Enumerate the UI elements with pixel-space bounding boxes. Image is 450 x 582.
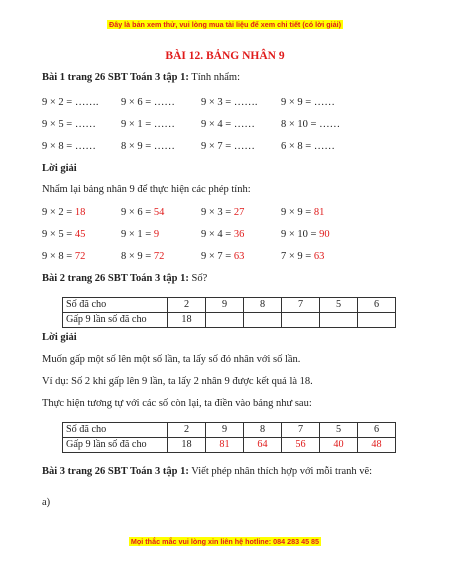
bai2-solution-p3: Thực hiện tương tự với các số còn lại, ta điền vào bảng như sau: <box>42 398 312 409</box>
table-cell: 5 <box>320 423 358 438</box>
table-row <box>63 313 396 328</box>
bai2-table <box>62 297 396 328</box>
solution-answer: 72 <box>74 251 86 262</box>
bai1-prompt: Tính nhẩm: <box>188 72 240 83</box>
table-cell: 56 <box>282 438 320 453</box>
table-cell: Số đã cho <box>63 423 168 438</box>
table-row <box>63 423 396 438</box>
solution-expr: 9 × 6 = <box>121 207 154 218</box>
bai1-heading: Bài 1 trang 26 SBT Toán 3 tập 1: <box>42 72 189 83</box>
solution-answer: 54 <box>153 207 165 218</box>
table-row <box>63 438 396 453</box>
table-cell: Gấp 9 lần số đã cho <box>63 438 168 453</box>
bai2-solution-p1: Muốn gấp một số lên một số lần, ta lấy số đó nhân với số lần. <box>42 354 301 365</box>
table-cell: 18 <box>168 313 206 328</box>
solution-cell <box>121 251 164 262</box>
table-cell: 9 <box>206 298 244 313</box>
table-cell: 64 <box>244 438 282 453</box>
solution-cell <box>281 229 330 240</box>
solution-expr: 9 × 10 = <box>281 229 320 240</box>
solution-cell <box>42 251 85 262</box>
solution-expr: 9 × 4 = <box>201 229 234 240</box>
table-cell: 8 <box>244 423 282 438</box>
bai1-cell: 9 × 5 = …… <box>42 119 96 130</box>
bai2-solution-label: Lời giải <box>42 332 77 343</box>
solution-answer: 18 <box>74 207 86 218</box>
bai1-cell: 6 × 8 = …… <box>281 141 335 152</box>
table-cell: 7 <box>282 423 320 438</box>
solution-cell <box>42 207 85 218</box>
bai1-cell: 9 × 7 = …… <box>201 141 255 152</box>
table-cell: 18 <box>168 438 206 453</box>
solution-answer: 27 <box>233 207 245 218</box>
bai1-cell: 8 × 10 = …… <box>281 119 341 130</box>
bai1-cell: 9 × 2 = ……. <box>42 97 99 108</box>
solution-expr: 8 × 9 = <box>121 251 154 262</box>
solution-answer: 90 <box>319 229 330 240</box>
bai1-solution-intro: Nhẩm lại bảng nhân 9 để thực hiện các phép tính: <box>42 184 251 195</box>
solution-cell <box>42 229 85 240</box>
solution-expr: 7 × 9 = <box>281 251 314 262</box>
table-cell: 7 <box>282 298 320 313</box>
hotline-banner <box>0 537 450 546</box>
solution-cell <box>281 251 324 262</box>
bai1-solution-label: Lời giải <box>42 163 77 174</box>
solution-cell <box>201 229 244 240</box>
bai2-heading: Bài 2 trang 26 SBT Toán 3 tập 1: <box>42 273 189 284</box>
solution-cell <box>121 207 164 218</box>
table-cell: 9 <box>206 423 244 438</box>
table-cell: 2 <box>168 298 206 313</box>
solution-expr: 9 × 8 = <box>42 251 75 262</box>
bai2-solution-p2: Ví dụ: Số 2 khi gấp lên 9 lần, ta lấy 2 nhân 9 được kết quả là 18. <box>42 376 313 387</box>
table-cell <box>358 313 396 328</box>
solution-expr: 9 × 7 = <box>201 251 234 262</box>
solution-cell <box>201 251 244 262</box>
table-cell: 48 <box>358 438 396 453</box>
bai1-cell: 9 × 9 = …… <box>281 97 335 108</box>
hotline-banner-text: Mọi thắc mắc vui lòng xin liên hệ hotline: 084 283 45 85 <box>130 537 320 546</box>
bai3-sub-a: a) <box>42 497 51 508</box>
preview-banner <box>0 20 450 29</box>
solution-cell <box>201 207 244 218</box>
bai2-prompt: Số? <box>188 273 208 284</box>
solution-expr: 9 × 2 = <box>42 207 75 218</box>
table-cell <box>282 313 320 328</box>
solution-expr: 9 × 5 = <box>42 229 75 240</box>
solution-cell <box>281 207 324 218</box>
solution-answer: 63 <box>233 251 245 262</box>
table-cell: Gấp 9 lần số đã cho <box>63 313 168 328</box>
solution-expr: 9 × 9 = <box>281 207 314 218</box>
table-cell: 6 <box>358 423 396 438</box>
table-cell <box>320 313 358 328</box>
table-cell: 8 <box>244 298 282 313</box>
table-cell <box>244 313 282 328</box>
bai2-solution-table <box>62 422 396 453</box>
bai3-heading-line <box>42 466 372 477</box>
solution-answer: 45 <box>74 229 86 240</box>
solution-answer: 81 <box>313 207 325 218</box>
bai3-heading: Bài 3 trang 26 SBT Toán 3 tập 1: <box>42 466 189 477</box>
solution-answer: 9 <box>153 229 160 240</box>
bai3-prompt: Viết phép nhân thích hợp với mỗi tranh vẽ: <box>188 466 373 477</box>
bai1-heading-line <box>42 72 240 83</box>
table-cell <box>206 313 244 328</box>
bai1-cell: 9 × 3 = ……. <box>201 97 258 108</box>
solution-cell <box>121 229 159 240</box>
table-row <box>63 298 396 313</box>
bai1-cell: 9 × 8 = …… <box>42 141 96 152</box>
solution-answer: 36 <box>233 229 245 240</box>
bai1-cell: 9 × 1 = …… <box>121 119 175 130</box>
table-cell: 40 <box>320 438 358 453</box>
bai2-heading-line <box>42 273 207 284</box>
solution-expr: 9 × 3 = <box>201 207 234 218</box>
page-title: BÀI 12. BẢNG NHÂN 9 <box>165 50 285 62</box>
table-cell: 5 <box>320 298 358 313</box>
solution-answer: 63 <box>313 251 325 262</box>
table-cell: 2 <box>168 423 206 438</box>
solution-answer: 72 <box>153 251 165 262</box>
bai1-cell: 9 × 4 = …… <box>201 119 255 130</box>
table-cell: Số đã cho <box>63 298 168 313</box>
solution-expr: 9 × 1 = <box>121 229 154 240</box>
table-cell: 81 <box>206 438 244 453</box>
bai1-cell: 8 × 9 = …… <box>121 141 175 152</box>
table-cell: 6 <box>358 298 396 313</box>
preview-banner-text: Đây là bản xem thử, vui lòng mua tài liệu để xem chi tiết (có lời giải) <box>109 20 341 29</box>
bai1-cell: 9 × 6 = …… <box>121 97 175 108</box>
